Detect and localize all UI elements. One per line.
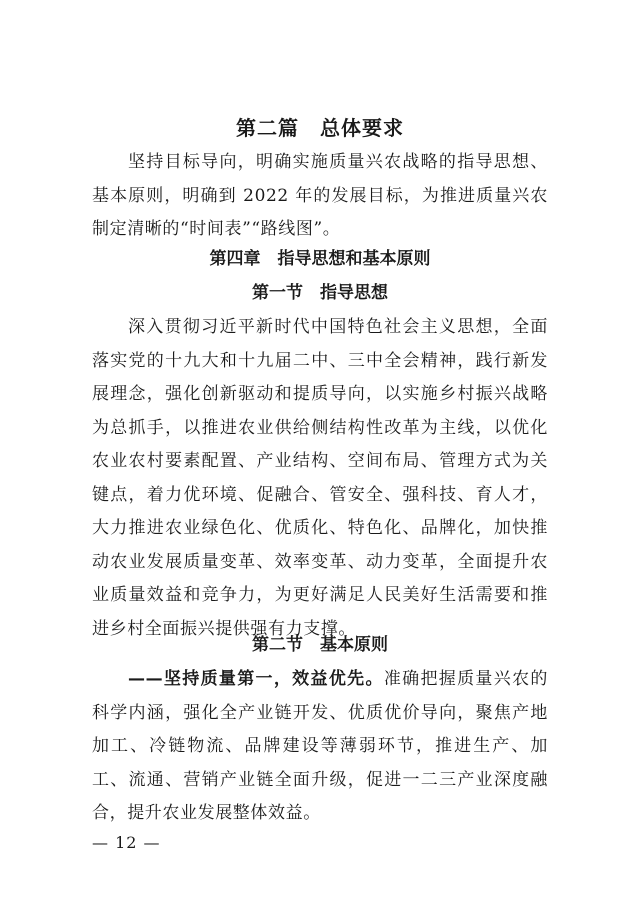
section-title-guiding-ideology: 第一节 指导思想 [252,283,388,303]
section-title-basic-principles: 第二节 基本原则 [252,635,388,655]
principle-text: 准确把握质量兴农的科学内涵，强化全产业链开发、优质优价导向，聚焦产地加工、冷链物流、品牌建设等薄弱环节，推进生产、加工、流通、营销产业链全面升级，促进一二三产业深度融合，提升农业发展整体效益。 [92,669,548,823]
principle-paragraph [92,663,548,831]
part-title: 第二篇 总体要求 [236,116,404,140]
principle-lead: ——坚持质量第一，效益优先。 [128,669,384,689]
page-number: — 12 — [92,833,161,852]
part-intro-paragraph: 坚持目标导向，明确实施质量兴农战略的指导思想、基本原则，明确到 2022 年的发展目标，为推进质量兴农制定清晰的“时间表”“路线图”。 [92,152,548,239]
chapter-title: 第四章 指导思想和基本原则 [209,249,431,269]
guiding-ideology-paragraph: 深入贯彻习近平新时代中国特色社会主义思想，全面落实党的十九大和十九届二中、三中全会精神，践行新发展理念，强化创新驱动和提质导向，以实施乡村振兴战略为总抓手，以推进农业供给侧结构性改革为主线，以优化农业农村要素配置、产业结构、空间布局、管理方式为关键点，着力优环境、促融合、管安全、强科技、育人才，大力推进农业绿色化、优质化、特色化、品牌化，加快推动农业发展质量变革、效率变革、动力变革，全面提升农业质量效益和竞争力，为更好满足人民美好生活需要和推进乡村全面振兴提供强有力支撑。 [92,317,548,639]
